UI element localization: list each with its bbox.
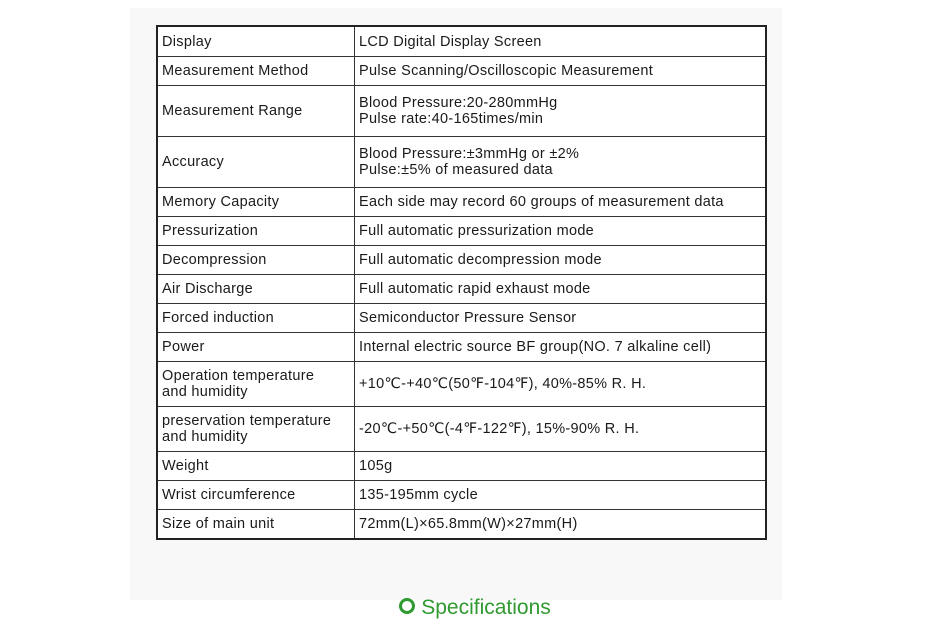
spec-label: Power <box>157 333 355 362</box>
spec-value-line: +10℃-+40℃(50℉-104℉), 40%-85% R. H. <box>359 376 647 392</box>
spec-value <box>355 57 767 86</box>
table-row <box>157 510 766 540</box>
spec-value-line: Semiconductor Pressure Sensor <box>359 310 577 326</box>
spec-value <box>355 304 767 333</box>
table-row <box>157 452 766 481</box>
spec-label: Forced induction <box>157 304 355 333</box>
table-row <box>157 217 766 246</box>
spec-value-line: Pulse rate:40-165times/min <box>359 111 544 127</box>
spec-value-line: Internal electric source BF group(NO. 7 alkaline cell) <box>359 339 712 355</box>
table-row <box>157 57 766 86</box>
spec-value-line: Pulse Scanning/Oscilloscopic Measurement <box>359 63 654 79</box>
spec-value-line: Blood Pressure:20-280mmHg <box>359 95 558 111</box>
spec-value <box>355 217 767 246</box>
table-row <box>157 304 766 333</box>
table-row <box>157 362 766 407</box>
spec-label: Display <box>157 26 355 57</box>
spec-value <box>355 26 767 57</box>
spec-label: Wrist circumference <box>157 481 355 510</box>
spec-label-line: Operation temperature <box>162 368 315 384</box>
spec-value-line: Pulse:±5% of measured data <box>359 162 553 178</box>
spec-label: Weight <box>157 452 355 481</box>
spec-value-line: Full automatic rapid exhaust mode <box>359 281 591 297</box>
spec-value-line: -20℃-+50℃(-4℉-122℉), 15%-90% R. H. <box>359 421 640 437</box>
spec-label: Air Discharge <box>157 275 355 304</box>
table-row <box>157 407 766 452</box>
spec-label <box>157 407 355 452</box>
spec-value <box>355 510 767 540</box>
table-row <box>157 246 766 275</box>
spec-value-line: Blood Pressure:±3mmHg or ±2% <box>359 146 580 162</box>
spec-value <box>355 275 767 304</box>
spec-label: Decompression <box>157 246 355 275</box>
spec-label-line: and humidity <box>162 429 248 445</box>
spec-value-line: Full automatic decompression mode <box>359 252 602 268</box>
spec-label: Size of main unit <box>157 510 355 540</box>
spec-value <box>355 362 767 407</box>
spec-value <box>355 188 767 217</box>
spec-value-line: 72mm(L)×65.8mm(W)×27mm(H) <box>359 516 578 532</box>
spec-value-line: Each side may record 60 groups of measurement data <box>359 194 724 210</box>
spec-label-line: and humidity <box>162 384 248 400</box>
spec-value <box>355 137 767 188</box>
specifications-table <box>156 25 767 540</box>
spec-value <box>355 86 767 137</box>
spec-label: Memory Capacity <box>157 188 355 217</box>
table-row <box>157 26 766 57</box>
spec-label: Measurement Method <box>157 57 355 86</box>
specifications-caption <box>0 596 950 620</box>
spec-value <box>355 246 767 275</box>
spec-value <box>355 452 767 481</box>
circle-icon <box>399 598 415 614</box>
table-row <box>157 481 766 510</box>
caption-text: Specifications <box>421 596 551 619</box>
table-row <box>157 333 766 362</box>
spec-value <box>355 407 767 452</box>
spec-label: Measurement Range <box>157 86 355 137</box>
table-row <box>157 86 766 137</box>
spec-value-line: LCD Digital Display Screen <box>359 33 542 50</box>
spec-label <box>157 362 355 407</box>
table-row <box>157 275 766 304</box>
table-row <box>157 137 766 188</box>
spec-value-line: Full automatic pressurization mode <box>359 223 595 239</box>
table-row <box>157 188 766 217</box>
spec-label: Pressurization <box>157 217 355 246</box>
spec-label: Accuracy <box>157 137 355 188</box>
spec-value <box>355 333 767 362</box>
spec-value <box>355 481 767 510</box>
spec-value-line: 105g <box>359 458 393 474</box>
spec-label-line: preservation temperature <box>162 413 332 429</box>
spec-value-line: 135-195mm cycle <box>359 487 478 503</box>
